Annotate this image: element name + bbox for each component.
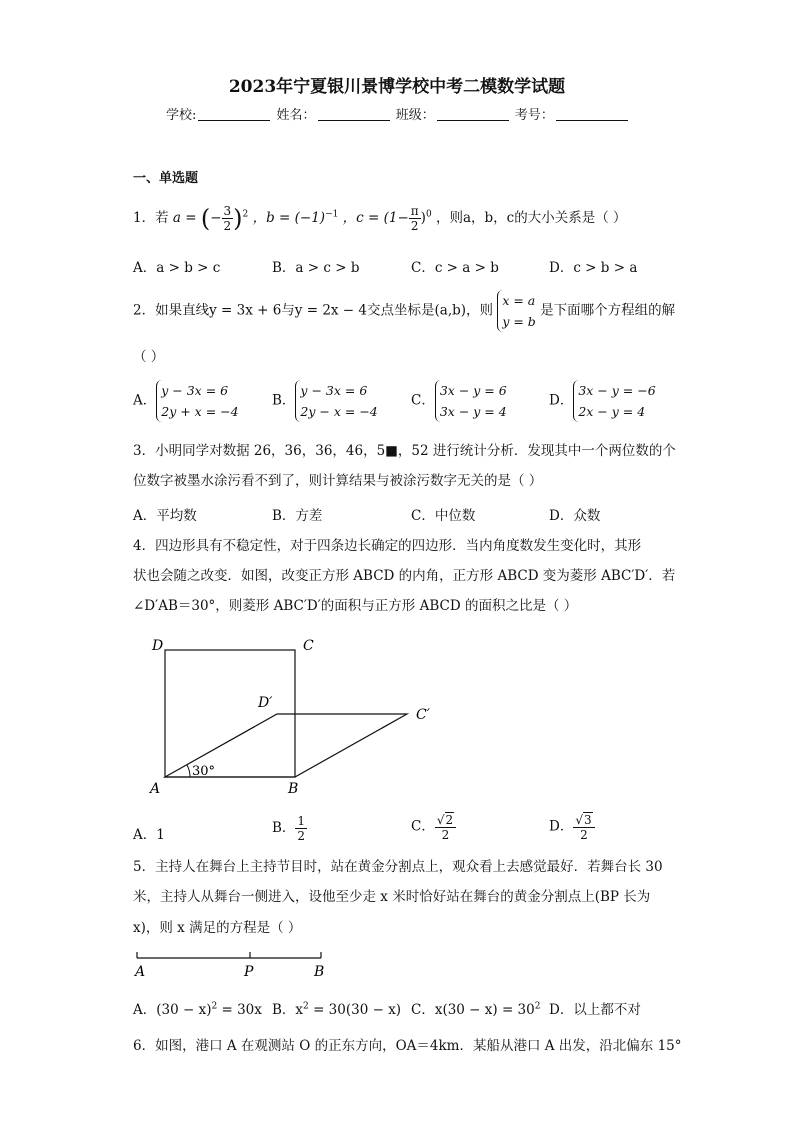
q1-option-d: D．c > b > a (549, 260, 638, 276)
label-d: D (152, 638, 164, 654)
q5-line2: 米，主持人从舞台一侧进入，设他至少走 x 米时恰好站在舞台的黄金分割点上(BP 长为 (133, 889, 651, 905)
q2-option-a (133, 380, 239, 422)
q2-opt-d-label: D． (549, 392, 574, 409)
q1-frac-num: 3 (223, 204, 232, 218)
q1-option-a: A．a > b > c (133, 260, 221, 276)
seg-label-b: B (314, 964, 325, 980)
q5-option-d: D．以上都不对 (549, 1002, 641, 1018)
q2-stem1: 2．如果直线y = 3x + 6与y = 2x − 4交点坐标是(a,b)，则 (133, 302, 494, 319)
q2-stem2: 是下面哪个方程组的解 (540, 302, 676, 319)
q1-tail: ，则a，b，c的大小关系是（ ） (435, 210, 627, 226)
q3-line2: 位数字被墨水涂污看不到了，则计算结果与被涂污数字无关的是（ ） (133, 473, 543, 489)
name-blank (318, 108, 390, 121)
seg-label-a: A (135, 964, 146, 980)
q2-opt-d-eq2: 2x − y = 4 (578, 404, 646, 419)
school-label: 学校: (166, 108, 197, 123)
q2-opt-a-eq1: y − 3x = 6 (161, 383, 229, 398)
question-1-stem: 1．若 a = (− $\frac{3}{2}$ )$^2$ ，$b = (-1)^{-1}$ ，c = (1− $\frac{\pi}{2}$ )$^0$ ，则a，b，c的大小关系是（ ） (133, 204, 627, 233)
q2-sys-x: x = a (502, 293, 536, 308)
q4-opt-b-label: B． (272, 820, 296, 836)
q3-line1: 3．小明同学对数据 26，36，36，46，5■，52 进行统计分析．发现其中一个两位数的个 (133, 443, 676, 459)
student-info-line (166, 104, 630, 123)
class-blank (437, 108, 509, 121)
q5-line1: 5．主持人在舞台上主持节目时，站在黄金分割点上，观众看上去感觉最好．若舞台长 30 (133, 859, 663, 875)
q2-opt-c-label: C． (411, 392, 435, 409)
q4-opt-d-den: 2 (580, 828, 588, 842)
q4-line3: ∠D′AB＝30°，则菱形 ABC′D′的面积与正方形 ABCD 的面积之比是（ ） (133, 598, 578, 614)
q4-opt-c-den: 2 (441, 828, 450, 842)
q2-opt-d-eq1: 3x − y = −6 (578, 383, 656, 398)
q4-opt-b-num: 1 (297, 814, 306, 828)
q5-option-c (411, 998, 540, 1018)
q4-opt-c-label: C． (411, 818, 435, 835)
q2-option-b (272, 380, 378, 422)
q2-opt-b-eq1: y − 3x = 6 (300, 383, 368, 398)
label-b: B (288, 781, 299, 797)
q1-b: ，b = (−1) (252, 210, 326, 226)
q1-c: ，c = (1− (342, 210, 409, 226)
q4-option-c: C． $\frac{√2}{2}$ (411, 812, 456, 842)
q1-c-den: 2 (410, 219, 419, 233)
q3-option-a: A．平均数 (133, 508, 197, 524)
angle-label: 30° (192, 764, 216, 779)
seg-label-p: P (244, 964, 254, 980)
q2-opt-a-label: A． (133, 392, 157, 409)
q4-option-b (272, 814, 307, 843)
q5-opt-c-text: C．x(30 − x) = 30 (411, 1002, 535, 1018)
class-label: 班级： (395, 108, 435, 123)
q2-sys-y: y = b (502, 314, 536, 329)
q2-opt-b-label: B． (272, 392, 296, 409)
q4-opt-c-num: 2 (445, 813, 454, 827)
q2-opt-a-eq2: 2y + x = −4 (161, 404, 239, 419)
q4-line1: 4．四边形具有不稳定性，对于四条边长确定的四边形．当内角度数发生变化时，其形 (133, 538, 642, 554)
q2-solution-system (497, 290, 535, 332)
q3-option-b: B．方差 (272, 508, 323, 524)
q2-option-c (411, 380, 507, 422)
exam-no-label: 考号： (514, 108, 554, 123)
label-d-prime: D′ (258, 695, 273, 711)
q1-a-eq: a = (172, 210, 197, 226)
school-blank (198, 108, 270, 121)
segment-figure (133, 948, 333, 980)
q5-opt-a-tail: = 30x (217, 1002, 262, 1018)
label-a: A (150, 781, 161, 797)
q1-exp: 2 (242, 209, 249, 220)
q1-frac-den: 2 (223, 219, 232, 233)
q2-option-d (549, 380, 656, 422)
q5-option-b (272, 998, 401, 1018)
q1-c-exp: 0 (425, 209, 432, 220)
q5-opt-a-text: A．(30 − x) (133, 1002, 212, 1018)
q4-opt-d-label: D． (549, 818, 574, 835)
q1-num: 1．若 (133, 210, 169, 226)
q5-option-a (133, 998, 262, 1018)
section-heading: 一、单选题 (133, 171, 199, 186)
q4-opt-d-num: 3 (583, 813, 592, 827)
angle-arc (187, 765, 190, 777)
q4-option-d: D． $\frac{√3}{2}$ (549, 812, 595, 842)
q1-option-c: C．c > a > b (411, 260, 499, 276)
rhombus-figure (140, 630, 450, 800)
q5-opt-a-exp: 2 (211, 1001, 218, 1012)
q5-opt-b-tail: = 30(30 − x) (308, 1002, 402, 1018)
page-title: 2023年宁夏银川景博学校中考二模数学试题 (228, 77, 566, 97)
label-c: C (303, 638, 314, 654)
q4-line2: 状也会随之改变．如图，改变正方形 ABCD 的内角，正方形 ABCD 变为菱形 ABC′D′．若 (133, 568, 676, 584)
q1-c-pi: π (410, 204, 419, 218)
label-c-prime: C′ (416, 707, 430, 723)
q1-option-b: B．a > c > b (272, 260, 360, 276)
question-2-stem (133, 290, 675, 332)
q2-opt-c-eq2: 3x − y = 4 (439, 404, 507, 419)
q3-option-c: C．中位数 (411, 508, 476, 524)
q6-line1: 6．如图，港口 A 在观测站 O 的正东方向，OA＝4km．某船从港口 A 出发，沿北偏东 15° (133, 1038, 682, 1054)
q2-stem3: （ ） (133, 349, 165, 365)
q5-opt-c-exp: 2 (534, 1001, 541, 1012)
square-abcd (165, 650, 295, 777)
q4-opt-b-den: 2 (297, 829, 306, 843)
q5-opt-b-exp: 2 (303, 1001, 309, 1012)
q5-line3: x)，则 x 满足的方程是（ ） (133, 920, 302, 936)
q2-opt-c-eq1: 3x − y = 6 (439, 383, 507, 398)
q2-opt-b-eq2: 2y − x = −4 (300, 404, 378, 419)
q3-option-d: D．众数 (549, 508, 601, 524)
name-label: 姓名： (276, 108, 316, 123)
q4-option-a: A．1 (133, 827, 165, 843)
exam-no-blank (556, 108, 628, 121)
q1-b-exp: −1 (325, 209, 339, 220)
q5-opt-b-text: B．x (272, 1002, 304, 1018)
